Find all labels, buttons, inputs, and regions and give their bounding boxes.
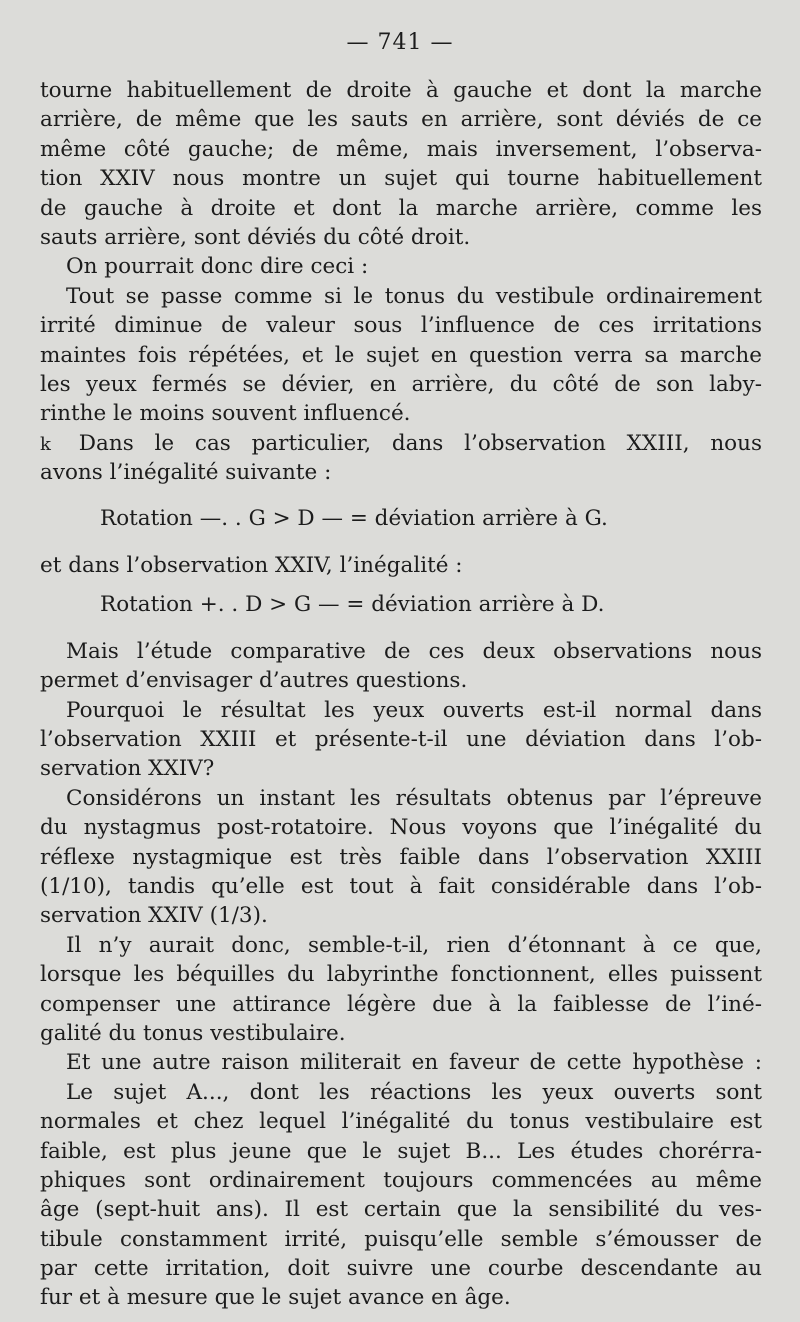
text-line-content: Dans le cas particulier, dans l’observation XXIII, nous bbox=[78, 430, 762, 456]
formula-rotation-left: Rotation —. . G > D — = déviation arrière à G. bbox=[100, 506, 608, 532]
text-line: Pourquoi le résultat les yeux ouverts est-il normal dans bbox=[66, 697, 762, 723]
text-line: et dans l’observation XXIV, l’inégalité : bbox=[40, 553, 463, 579]
text-line: servation XXIV? bbox=[40, 756, 215, 782]
text-line: du nystagmus post-rotatoire. Nous voyons que l’inégalité du bbox=[40, 815, 762, 841]
text-line: Le sujet A..., dont les réactions les yeux ouverts sont bbox=[66, 1079, 762, 1105]
text-line: normales et chez lequel l’inégalité du tonus vestibulaire est bbox=[40, 1109, 762, 1135]
text-line: Et une autre raison militerait en faveur de cette hypothèse : bbox=[66, 1050, 762, 1076]
text-line: On pourrait donc dire ceci : bbox=[66, 254, 369, 280]
text-line bbox=[40, 429, 762, 458]
text-line: tibule constamment irrité, puisqu’elle semble s’émousser de bbox=[40, 1226, 762, 1252]
text-line: permet d’envisager d’autres questions. bbox=[40, 668, 468, 694]
text-line: arrière, de même que les sauts en arrière, sont déviés de ce bbox=[40, 107, 762, 133]
text-line: Considérons un instant les résultats obtenus par l’épreuve bbox=[66, 785, 762, 811]
text-line: lorsque les béquilles du labyrinthe fonctionnent, elles puissent bbox=[40, 962, 762, 988]
formula-rotation-right: Rotation +. . D > G — = déviation arrière à D. bbox=[100, 591, 605, 617]
text-line: tion XXIV nous montre un sujet qui tourne habituellement bbox=[40, 166, 762, 192]
text-line: sauts arrière, sont déviés du côté droit. bbox=[40, 224, 471, 250]
text-line: faible, est plus jeune que le sujet B... Les études choréгra- bbox=[40, 1138, 762, 1164]
text-line: compenser une attirance légère due à la faiblesse de l’iné- bbox=[40, 991, 762, 1017]
printer-mark: k bbox=[40, 433, 51, 455]
text-line: phiques sont ordinairement toujours commencées au même bbox=[40, 1167, 762, 1193]
text-line: galité du tonus vestibulaire. bbox=[40, 1020, 346, 1046]
text-line: de gauche à droite et dont la marche arrière, comme les bbox=[40, 195, 762, 221]
text-line: l’observation XXIII et présente-t-il une déviation dans l’ob- bbox=[40, 727, 762, 753]
text-line: avons l’inégalité suivante : bbox=[40, 460, 332, 486]
text-line: réflexe nystagmique est très faible dans l’observation XXIII bbox=[40, 844, 762, 870]
page-number: — 741 — bbox=[346, 30, 454, 55]
text-line: par cette irritation, doit suivre une courbe descendante au bbox=[40, 1256, 762, 1282]
text-line: maintes fois répétées, et le sujet en question verra sa marche bbox=[40, 342, 762, 368]
text-line: servation XXIV (1/3). bbox=[40, 903, 268, 929]
text-line: Il n’y aurait donc, semble-t-il, rien d’étonnant à ce que, bbox=[66, 932, 762, 958]
text-line: Tout se passe comme si le tonus du vestibule ordinairement bbox=[66, 283, 762, 309]
text-line: âge (sept-huit ans). Il est certain que la sensibilité du ves- bbox=[40, 1197, 762, 1223]
text-line: tourne habituellement de droite à gauche et dont la marche bbox=[40, 78, 762, 103]
body-text bbox=[40, 76, 762, 1313]
text-line: Mais l’étude comparative de ces deux observations nous bbox=[66, 638, 762, 664]
text-line: les yeux fermés se dévier, en arrière, du côté de son laby- bbox=[40, 371, 762, 397]
text-line: (1/10), tandis qu’elle est tout à fait considérable dans l’ob- bbox=[40, 873, 762, 899]
text-line: fur et à mesure que le sujet avance en âge. bbox=[40, 1285, 511, 1311]
text-line: irrité diminue de valeur sous l’influence de ces irritations bbox=[40, 313, 762, 339]
text-line: même côté gauche; de même, mais inversement, l’observa- bbox=[40, 136, 762, 162]
text-line: rinthe le moins souvent influencé. bbox=[40, 401, 411, 427]
